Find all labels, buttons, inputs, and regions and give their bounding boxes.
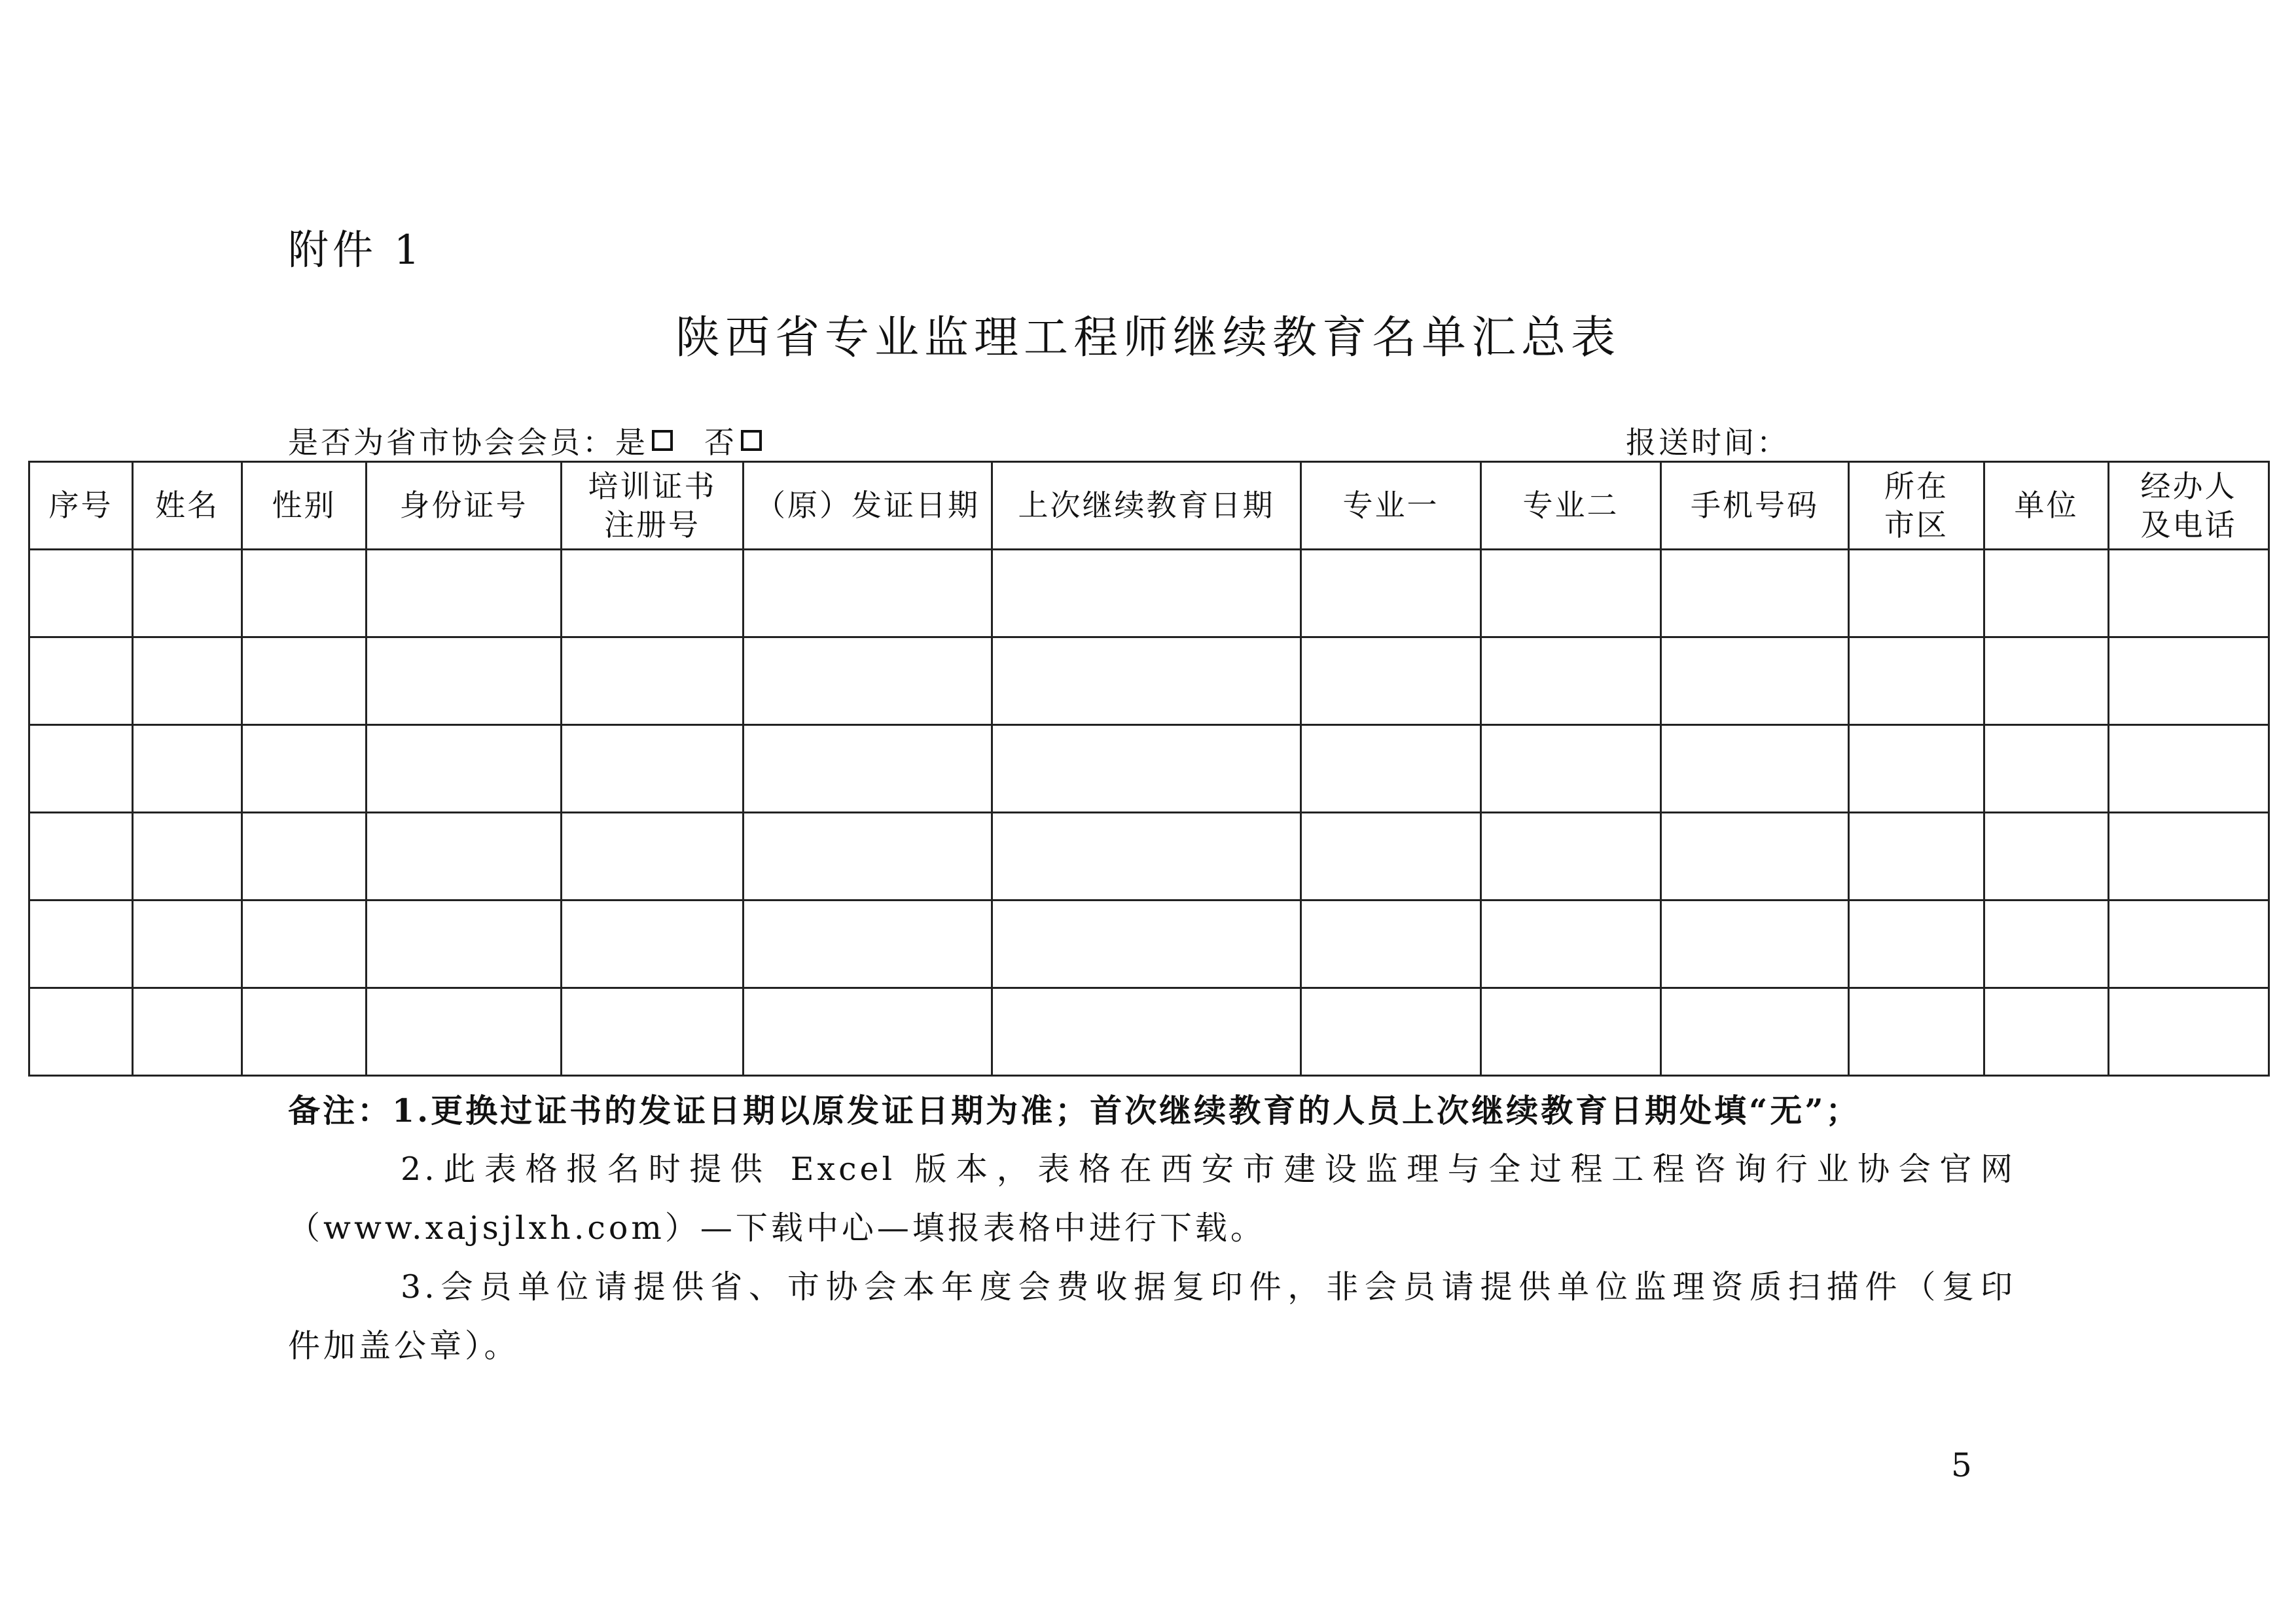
table-cell[interactable] [2109,637,2269,725]
table-cell[interactable] [1301,901,1481,988]
table-row [29,550,2269,637]
table-cell[interactable] [992,637,1301,725]
table-cell[interactable] [562,725,744,813]
table-cell[interactable] [133,988,242,1076]
table-cell[interactable] [29,988,133,1076]
table-cell[interactable] [367,725,562,813]
column-header [2109,462,2269,550]
column-header [562,462,744,550]
column-header-text: 注册号 [604,507,700,543]
column-header [242,462,367,550]
table-cell[interactable] [242,988,367,1076]
table-cell[interactable] [1301,637,1481,725]
table-cell[interactable] [367,901,562,988]
membership-line [288,419,774,462]
table-cell[interactable] [1984,637,2109,725]
table-cell[interactable] [367,637,562,725]
column-header-text: 手机号码 [1691,488,1819,524]
table-cell[interactable] [2109,813,2269,901]
option-no-label: 否 [704,425,737,460]
column-header-text: 单位 [2014,488,2079,524]
table-cell[interactable] [1301,725,1481,813]
table-cell[interactable] [1301,988,1481,1076]
table-row [29,637,2269,725]
membership-question: 是否为省市协会会员： [288,425,615,460]
column-header [1849,462,1984,550]
column-header-text: 性别 [272,488,336,524]
table-cell[interactable] [133,725,242,813]
table-header-row [29,462,2269,550]
table-cell[interactable] [562,813,744,901]
table-cell[interactable] [29,550,133,637]
option-yes-label: 是 [615,425,648,460]
note-3-line-2: 件加盖公章）。 [288,1327,520,1364]
table-cell[interactable] [744,550,992,637]
no-checkbox[interactable] [741,430,762,451]
yes-checkbox[interactable] [652,430,673,451]
column-header [133,462,242,550]
table-cell[interactable] [1661,813,1849,901]
note-1: 备注：1.更换过证书的发证日期以原发证日期为准；首次继续教育的人员上次继续教育日期处填“无”； [288,1092,1861,1130]
table-cell[interactable] [562,988,744,1076]
note-2-line-1: 2.此表格报名时提供 Excel 版本，表格在西安市建设监理与全过程工程咨询行业协会官网 [401,1150,2016,1188]
table-cell[interactable] [744,988,992,1076]
note-2-line-2: （www.xajsjlxh.com）—下载中心—填报表格中进行下载。 [288,1209,1266,1247]
table-row [29,901,2269,988]
table-cell[interactable] [562,901,744,988]
column-header-text: 培训证书 [588,468,717,504]
table-cell[interactable] [1661,550,1849,637]
table-cell[interactable] [1849,901,1984,988]
table-cell[interactable] [1301,550,1481,637]
table-cell[interactable] [29,725,133,813]
table-cell[interactable] [1984,988,2109,1076]
column-header-text: 所在 [1884,468,1948,504]
table-cell[interactable] [1481,813,1661,901]
column-header [367,462,562,550]
table-row [29,725,2269,813]
column-header-text: 身份证号 [399,488,528,524]
table-cell[interactable] [992,725,1301,813]
table-cell[interactable] [1481,637,1661,725]
table-cell[interactable] [562,637,744,725]
table-cell[interactable] [1849,637,1984,725]
table-cell[interactable] [1481,901,1661,988]
table-cell[interactable] [1984,901,2109,988]
column-header-text: 及电话 [2140,507,2237,543]
column-header-text: 姓名 [155,488,219,524]
table-cell[interactable] [992,813,1301,901]
page-title: 陕西省专业监理工程师继续教育名单汇总表 [675,312,1621,364]
table-cell[interactable] [1301,813,1481,901]
table-cell[interactable] [1661,988,1849,1076]
table-cell[interactable] [992,550,1301,637]
table-cell[interactable] [1849,813,1984,901]
table-body [29,550,2269,1076]
table-cell[interactable] [1849,988,1984,1076]
table-row [29,988,2269,1076]
table-cell[interactable] [744,901,992,988]
column-header [29,462,133,550]
table-cell[interactable] [133,901,242,988]
column-header [1661,462,1849,550]
table-row [29,813,2269,901]
table-cell[interactable] [1849,550,1984,637]
column-header [1984,462,2109,550]
table-cell[interactable] [992,901,1301,988]
table-cell[interactable] [744,725,992,813]
table-cell[interactable] [1481,725,1661,813]
table-cell[interactable] [1661,901,1849,988]
table-cell[interactable] [2109,550,2269,637]
table-cell[interactable] [367,550,562,637]
table-cell[interactable] [1481,550,1661,637]
column-header-text: 上次继续教育日期 [1018,488,1275,524]
table-cell[interactable] [367,813,562,901]
table-cell[interactable] [744,637,992,725]
table-cell[interactable] [242,901,367,988]
table-cell[interactable] [1984,813,2109,901]
table-cell[interactable] [1661,637,1849,725]
column-header-text: （原）发证日期 [755,488,980,524]
submit-time-label: 报送时间： [1626,425,1789,460]
table-cell[interactable] [2109,901,2269,988]
table-cell[interactable] [1984,550,2109,637]
table-cell[interactable] [992,988,1301,1076]
table-cell[interactable] [29,813,133,901]
table-cell[interactable] [242,637,367,725]
table-cell[interactable] [562,550,744,637]
column-header [1481,462,1661,550]
table-cell[interactable] [242,813,367,901]
column-header-text: 经办人 [2140,468,2237,504]
column-header [1301,462,1481,550]
table-cell[interactable] [1481,988,1661,1076]
table-cell[interactable] [29,901,133,988]
attachment-label: 附件 1 [288,226,424,274]
column-header-text: 市区 [1884,507,1948,543]
column-header-text: 序号 [48,488,113,524]
table-cell[interactable] [29,637,133,725]
table-cell[interactable] [133,813,242,901]
table-cell[interactable] [2109,725,2269,813]
column-header [992,462,1301,550]
page-number: 5 [1951,1446,1972,1484]
column-header-text: 专业二 [1522,488,1619,524]
column-header [744,462,992,550]
table-cell[interactable] [1984,725,2109,813]
table-cell[interactable] [242,550,367,637]
table-cell[interactable] [1849,725,1984,813]
table-cell[interactable] [744,813,992,901]
table-cell[interactable] [242,725,367,813]
table-cell[interactable] [2109,988,2269,1076]
column-header-text: 专业一 [1342,488,1439,524]
roster-table [28,461,2270,1077]
table-cell[interactable] [133,550,242,637]
table-cell[interactable] [367,988,562,1076]
table-cell[interactable] [1661,725,1849,813]
notes-section [288,1081,2016,1376]
table-cell[interactable] [133,637,242,725]
note-3-line-1: 3.会员单位请提供省、市协会本年度会费收据复印件，非会员请提供单位监理资质扫描件（复印 [401,1268,2016,1306]
